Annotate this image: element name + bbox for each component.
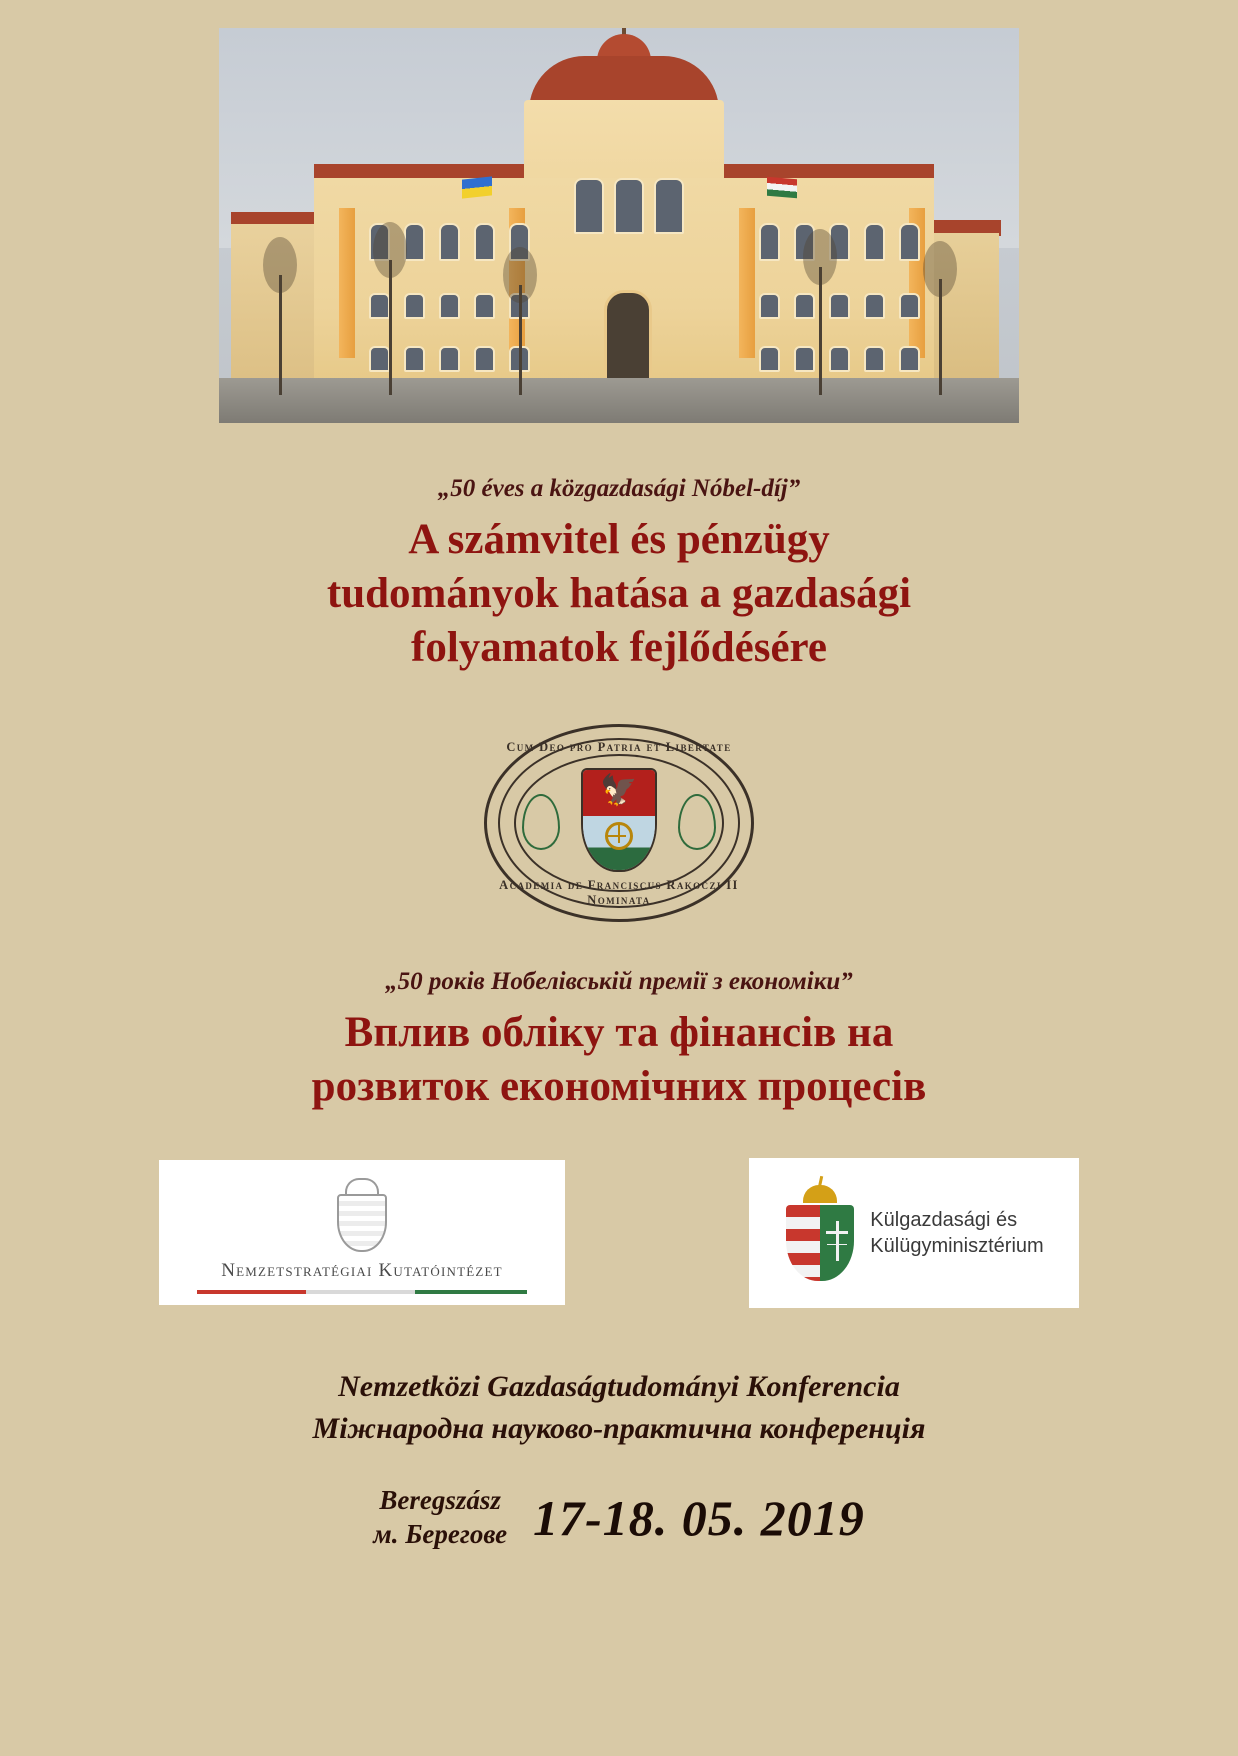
tower-window	[574, 178, 604, 234]
building-photo	[219, 28, 1019, 423]
window	[404, 293, 425, 319]
window	[864, 293, 885, 319]
window-row-middle-left	[369, 293, 530, 319]
window	[864, 346, 885, 372]
seal-coat-of-arms	[581, 768, 657, 872]
ukrainian-title-line-2: розвиток економічних процесів	[311, 1062, 927, 1110]
tree	[939, 279, 942, 395]
hungarian-title-line-2: tudományok hatása a gazdasági	[326, 570, 912, 618]
ukraine-flag-icon	[462, 176, 492, 198]
kkm-logo-label-line-1: Külgazdasági és	[870, 1208, 1018, 1231]
tree	[389, 260, 392, 395]
nemzetstrategiai-kutatointezet-logo	[159, 1160, 565, 1305]
tree	[519, 285, 522, 395]
place-ua: м. Берегове	[373, 1518, 508, 1549]
window	[899, 223, 920, 261]
window	[899, 346, 920, 372]
window-row-lower-right	[759, 346, 920, 372]
conference-names	[313, 1366, 926, 1450]
place-hu: Beregszász	[379, 1484, 501, 1515]
window	[864, 223, 885, 261]
crest-shield	[337, 1194, 387, 1252]
nski-logo-label: Nemzetstratégiai Kutatóintézet	[221, 1259, 503, 1281]
window-row-upper-right	[759, 223, 920, 261]
window	[794, 346, 815, 372]
hungary-crest-icon	[333, 1178, 391, 1252]
window	[759, 346, 780, 372]
window	[474, 293, 495, 319]
ukrainian-subtitle: „50 років Нобелівській премії з економіки”	[385, 967, 853, 995]
tree	[819, 267, 822, 395]
seal-motto-top: Cum Deo pro Patria et Libertate	[506, 739, 732, 754]
hungary-flag-icon	[767, 177, 797, 199]
kkm-logo-label	[870, 1207, 1043, 1259]
pilaster	[339, 208, 355, 358]
tower-window	[614, 178, 644, 234]
seal-motto-bottom: Academia de Franciscus Rakoczi II Nominata	[499, 877, 739, 907]
kkm-logo-label-line-2: Külügyminisztérium	[870, 1234, 1044, 1257]
tower-window	[654, 178, 684, 234]
hungarian-title-line-1: A számvitel és pénzügy	[408, 516, 830, 563]
holy-crown-icon	[803, 1185, 837, 1203]
window	[474, 346, 495, 372]
hungarian-title	[327, 513, 911, 676]
window	[829, 293, 850, 319]
window	[404, 346, 425, 372]
window	[794, 293, 815, 319]
window-row-lower-left	[369, 346, 530, 372]
crown-icon	[345, 1178, 379, 1194]
event-date: 17-18. 05. 2019	[533, 1489, 865, 1546]
double-cross-field	[820, 1205, 854, 1281]
arpad-stripes	[786, 1205, 820, 1281]
window	[474, 223, 495, 261]
sponsor-logos	[159, 1158, 1079, 1308]
hungarian-title-line-3: folyamatok fejlődésére	[411, 624, 827, 672]
eagle-icon: 🦅	[600, 773, 638, 807]
window	[439, 223, 460, 261]
ukrainian-title-line-1: Вплив обліку та фінансів на	[344, 1008, 894, 1056]
hungarian-subtitle: „50 éves a közgazdasági Nóbel-díj”	[437, 475, 801, 502]
window	[439, 293, 460, 319]
window	[759, 223, 780, 261]
conference-name-hu: Nemzetközi Gazdaságtudományi Konferencia	[338, 1369, 900, 1403]
window	[369, 293, 390, 319]
coat-of-arms-shield	[786, 1205, 854, 1281]
window	[404, 223, 425, 261]
ukrainian-title	[312, 1006, 927, 1114]
window	[759, 293, 780, 319]
window	[899, 293, 920, 319]
building-photo-image	[219, 28, 1019, 423]
window-row-middle-right	[759, 293, 920, 319]
place-names	[373, 1484, 507, 1552]
hungary-tricolor-rule	[197, 1290, 527, 1294]
wheel-icon	[605, 822, 633, 850]
pilaster	[739, 208, 755, 358]
street-ground	[219, 378, 1019, 423]
kulgazdasagi-es-kulugyminiszterium-logo	[749, 1158, 1079, 1308]
hungary-coat-of-arms-icon	[784, 1185, 856, 1281]
window	[829, 346, 850, 372]
conference-name-ua: Міжнародна науково-практична конференція	[312, 1411, 926, 1445]
window	[439, 346, 460, 372]
tree	[279, 275, 282, 395]
place-and-date	[373, 1484, 864, 1552]
college-seal	[484, 724, 754, 922]
window	[369, 346, 390, 372]
